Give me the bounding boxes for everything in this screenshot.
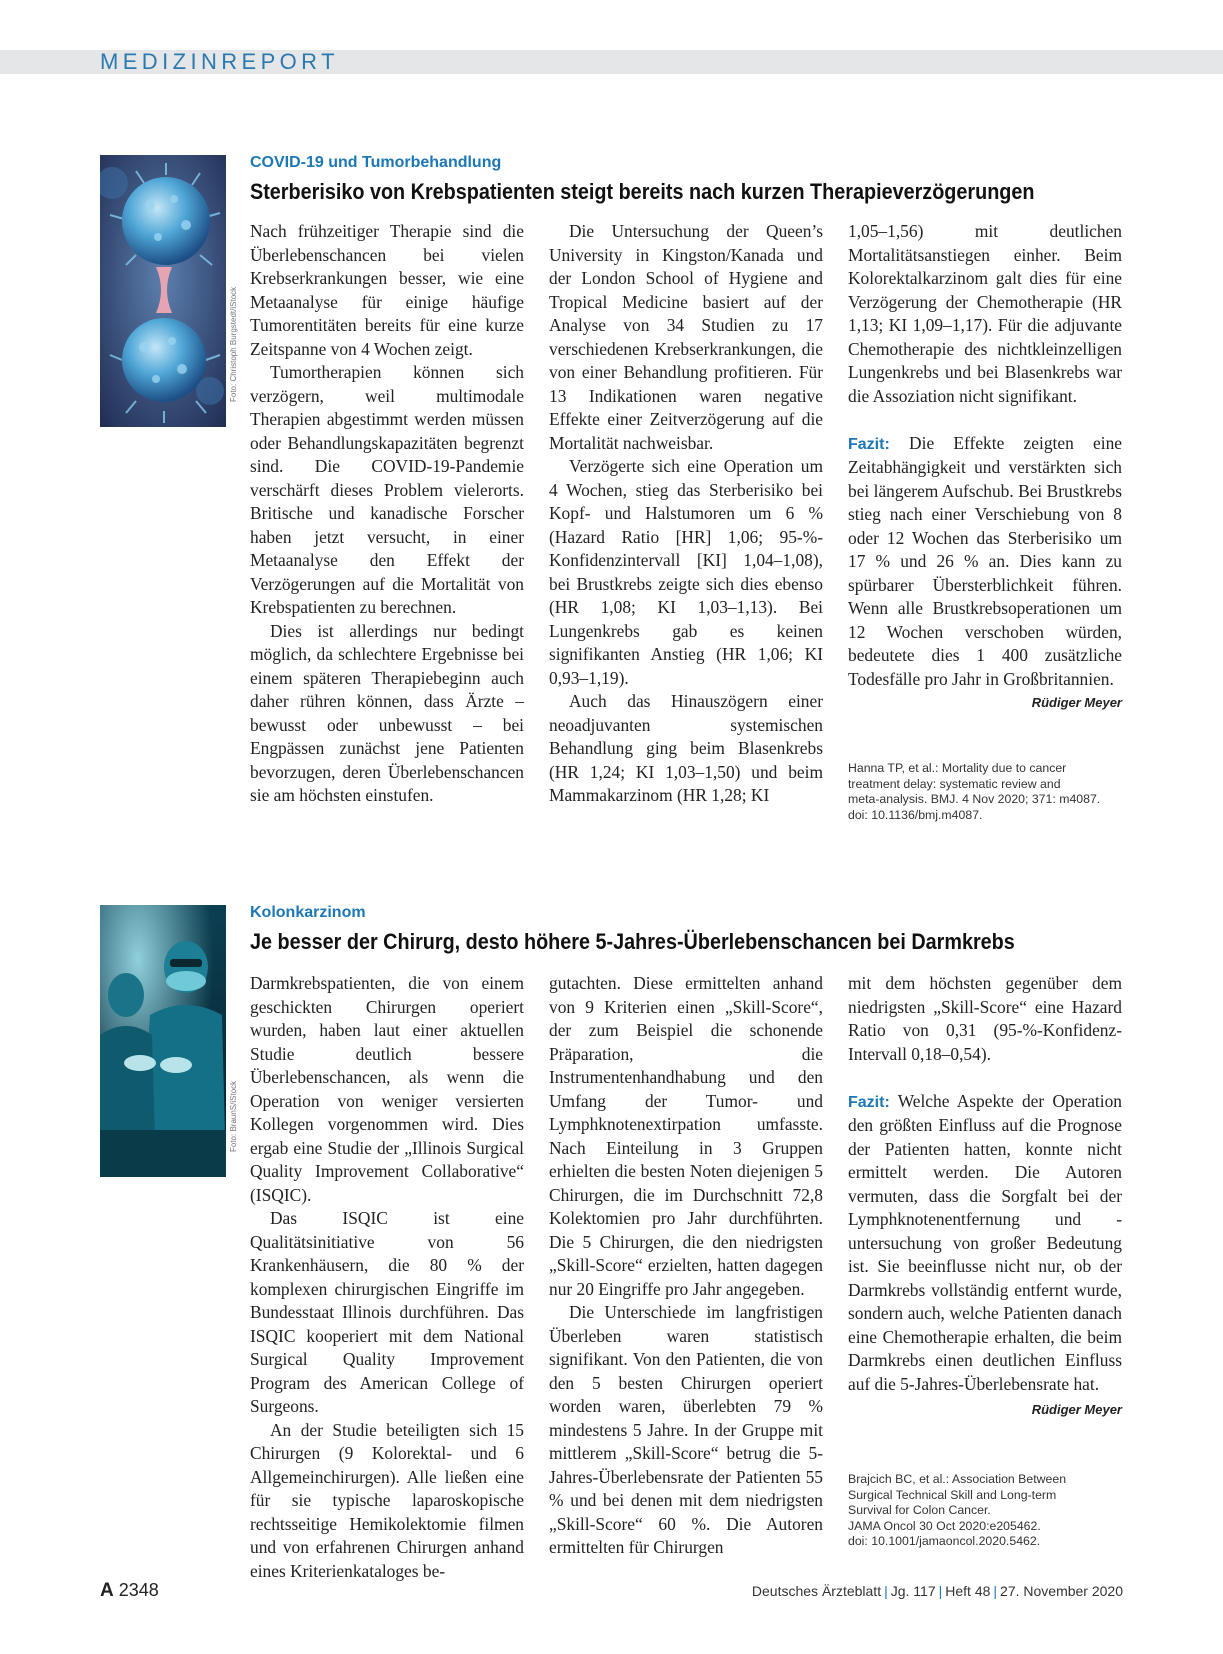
reference-line: doi: 10.1136/bmj.m4087. bbox=[848, 807, 983, 822]
reference-line: meta-analysis. BMJ. 4 Nov 2020; 371: m4087. bbox=[848, 792, 1101, 806]
page-number-value: 2348 bbox=[118, 1580, 159, 1600]
reference-line: JAMA Oncol 30 Oct 2020:e205462. bbox=[848, 1518, 1041, 1533]
author-name: Rüdiger Meyer bbox=[1031, 1402, 1122, 1417]
paragraph: Nach frühzeitiger Therapie sind die Überlebenschancen bei vielen Krebserkrankungen besser, wie eine Metaanalyse für einige häufige Tumorentitäten bereits für eine kurze Zeitspanne von 4 Wochen zeigt. bbox=[250, 221, 524, 359]
paragraph: An der Studie beteiligten sich 15 Chirurgen (9 Kolorektal- und 6 Allgemeinchirurgen). Alle ließen eine für sie typische laparoskopische rechtsseitige Hemikolektomie filmen und von erfahrenen Chirurgen anhand eines Kriterienkataloges be- bbox=[250, 1419, 524, 1581]
photo-credit: Foto: Christoph Burgstedt/iStock bbox=[229, 286, 238, 402]
paragraph: gutachten. Diese ermittelten anhand von 9 Kriterien einen „Skill-Score“, der zum Beispiel die schonende Präparation, die Instrumentenhandhabung und den Umfang der Tumor- und Lymphknotenextirpation umfasste. Nach Einteilung in 3 Gruppen erhielten die besten Noten diejenigen 5 Chirurgen, die im Durchschnitt 72,8 Kolektomien pro Jahr durchführten. Die 5 Chirurgen, die den niedrigsten „Skill-Score“ erzielten, hatten dagegen nur 20 Eingriffe pro Jahr angegeben. bbox=[549, 973, 823, 1299]
issue: Heft 48 bbox=[945, 1583, 991, 1599]
fazit-paragraph bbox=[848, 432, 1122, 710]
reference-line: doi: 10.1001/jamaoncol.2020.5462. bbox=[848, 1534, 1041, 1548]
paragraph: Darmkrebspatienten, die von einem geschickten Chirurgen operiert wurden, haben laut einer aktuellen Studie deutlich bessere Überlebenschancen, als wenn die Operation von weniger versierten Kollegen vorgenommen wird. Dies ergab eine Studie der „Illinois Surgical Quality Improvement Collaborative“ (ISQIC). bbox=[250, 973, 524, 1205]
paragraph: Die Unterschiede im langfristigen Überleben waren statistisch signifikant. Von den Patienten, die von den 5 besten Chirurgen operiert worden waren, überlebten 79 % mindestens 5 Jahre. In der Gruppe mit mittlerem „Skill-Score“ betrug die 5-Jahres-Überlebensrate der Patienten 55 % und bei denen mit dem niedrigsten „Skill-Score“ 60 %. Die Autoren ermittelten für Chirurgen bbox=[549, 1302, 823, 1557]
author-name: Rüdiger Meyer bbox=[1031, 695, 1122, 710]
reference-line: Surgical Technical Skill and Long-term bbox=[848, 1487, 1057, 1502]
paragraph: Auch das Hinauszögern einer neoadjuvanten systemischen Behandlung ging beim Blasenkrebs (HR 1,24; KI 1,03–1,50) und beim Mammakarzinom (HR 1,28; KI bbox=[549, 691, 823, 805]
article-column-1 bbox=[250, 972, 524, 1583]
fazit-label: Fazit: bbox=[848, 1093, 890, 1111]
fazit-text: Welche Aspekte der Operation den größten Einfluss auf die Prognose der Patienten hatten, konnte nicht ermittelt werden. Die Autoren vermuten, dass die Sorgfalt bei der Lymphknotenentfernung und -untersuchung von großer Bedeutung ist. Sie beeinflusse nicht nur, ob der Darmkrebs vollständig entfernt wurde, sondern auch, welche Patienten danach eine Chemotherapie erhalten, die beim Darmkrebs einen deutlichen Einfluss auf die 5-Jahres-Überlebensrate hat. bbox=[848, 1090, 1122, 1394]
page-number bbox=[100, 1580, 159, 1602]
fazit-paragraph bbox=[848, 1090, 1122, 1397]
article-column-2 bbox=[549, 220, 823, 808]
paragraph: Verzögerte sich eine Operation um 4 Wochen, stieg das Sterberisiko bei Kopf- und Halstumoren um 6 % (Hazard Ratio [HR] 1,06; 95-%-Konfidenzintervall [KI] 1,04–1,08), bei Brustkrebs zeigte sich dies ebenso (HR 1,08; KI 1,03–1,13). Bei Lungenkrebs gab es keinen signifikanten Anstieg (HR 1,06; KI 0,93–1,19). bbox=[549, 456, 823, 688]
fazit-text: Die Effekte zeigten eine Zeitabhängigkeit und verstärkten sich bei längerem Aufschub. Bei Brustkrebs stieg nach einer Verschiebung von 8 oder 12 Wochen das Sterberisiko um 17 % und 26 % an. Dies kann zu spürbarer Übersterblichkeit führen. Wenn alle Brustkrebsoperationen um 12 Wochen verschoben würden, bedeutete dies 1 400 zusätzliche Todesfälle pro Jahr in Großbritannien. bbox=[848, 432, 1122, 689]
cancer-cell-photo bbox=[100, 155, 226, 427]
reference bbox=[848, 1472, 1138, 1550]
article-column-1 bbox=[250, 220, 524, 808]
article-column-3 bbox=[848, 220, 1122, 715]
article-headline: Sterberisiko von Krebspatienten steigt bereits nach kurzen Therapieverzögerungen bbox=[250, 179, 1035, 204]
surgeons-photo bbox=[100, 905, 226, 1177]
journal-name: Deutsches Ärzteblatt bbox=[751, 1583, 882, 1599]
fazit-label: Fazit: bbox=[848, 435, 890, 453]
article-kicker: COVID-19 und Tumorbehandlung bbox=[250, 154, 502, 171]
paragraph: Tumortherapien können sich verzögern, weil multimodale Therapien abgestimmt werden müssen oder Behandlungskapazitäten begrenzt sind. Die COVID-19-Pandemie verschärft dieses Problem vielerorts. Britische und kanadische Forscher haben jetzt versucht, in einer Metaanalyse den Effekt der Verzögerungen auf die Mortalität von Krebspatienten zu berechnen. bbox=[250, 362, 524, 617]
publication-info: Deutsches Ärzteblatt | Jg. 117 | Heft 48 | 27. November 2020 bbox=[751, 1583, 1123, 1599]
section-label: MEDIZINREPORT bbox=[100, 49, 339, 74]
paragraph: Das ISQIC ist eine Qualitätsinitiative von 56 Krankenhäusern, die 80 % der komplexen chirurgischen Eingriffe im Bundesstaat Illinois durchführen. Das ISQIC kooperiert mit dem National Surgical Quality Improvement Program des American College of Surgeons. bbox=[250, 1208, 524, 1416]
article-column-3 bbox=[848, 972, 1122, 1422]
paragraph: Dies ist allerdings nur bedingt möglich, da schlechtere Ergebnisse bei einem späteren Therapiebeginn auch daher rühren können, dass Ärzte – bewusst oder unbewusst – bei Engpässen zunächst jene Patienten bevorzugen, deren Überlebenschancen sie am höchsten einstufen. bbox=[250, 620, 524, 805]
paragraph: Die Untersuchung der Queen’s University in Kingston/Kanada und der London School of Hygiene and Tropical Medicine basiert auf der Analyse von 34 Studien zu 17 verschiedenen Krebserkrankungen, die von einer Behandlung profitieren. Für 13 Indikationen waren negative Effekte einer Zeitverzögerung auf die Mortalität nachweisbar. bbox=[549, 221, 823, 453]
reference-line: treatment delay: systematic review and bbox=[848, 776, 1061, 791]
photo-credit: Foto: BraunS/iStock bbox=[229, 1080, 238, 1152]
page-prefix: A bbox=[100, 1580, 114, 1601]
article-column-2 bbox=[549, 972, 823, 1560]
reference bbox=[848, 761, 1138, 823]
reference-line: Hanna TP, et al.: Mortality due to cancer bbox=[848, 761, 1067, 775]
volume: Jg. 117 bbox=[890, 1583, 936, 1599]
reference-line: Brajcich BC, et al.: Association Between bbox=[848, 1472, 1067, 1486]
article-headline: Je besser der Chirurg, desto höhere 5-Jahres-Überlebenschancen bei Darmkrebs bbox=[250, 929, 1015, 954]
issue-date: 27. November 2020 bbox=[1000, 1583, 1123, 1599]
paragraph: mit dem höchsten gegenüber dem niedrigsten „Skill-Score“ eine Hazard Ratio von 0,31 (95-%-Konfidenz-Intervall 0,18–0,54). bbox=[848, 973, 1122, 1064]
reference-line: Survival for Colon Cancer. bbox=[848, 1503, 991, 1517]
article-kicker: Kolonkarzinom bbox=[250, 904, 366, 921]
paragraph: 1,05–1,56) mit deutlichen Mortalitätsanstiegen einher. Beim Kolorektalkarzinom galt dies für eine Verzögerung der Chemotherapie (HR 1,13; KI 1,09–1,17). Für die adjuvante Chemotherapie des nichtkleinzelligen Lungenkrebs und bei Blasenkrebs war die Assoziation nicht signifikant. bbox=[848, 221, 1122, 406]
